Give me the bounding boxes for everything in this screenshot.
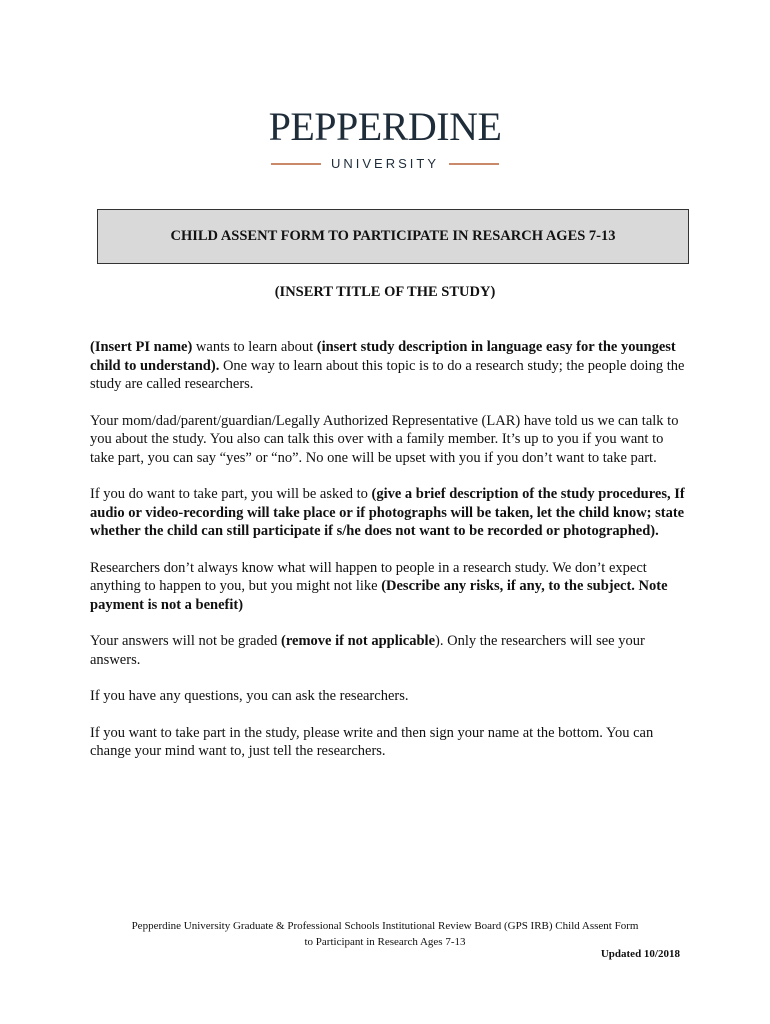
paragraph-grading (90, 632, 686, 669)
logo-left-rule (271, 163, 321, 165)
grading-placeholder: (remove if not applicable (281, 633, 436, 649)
paragraph-procedures (90, 485, 686, 541)
logo-name: PEPPERDINE (268, 104, 502, 149)
procedures-placeholder: (give a brief description of the study procedures, If audio or video-recording will take place or if photographs will be taken, let the child know; state whether the child can still participate if s/he does not want to be recorded or photographed). (90, 486, 685, 539)
logo-right-rule (449, 163, 499, 165)
logo-sub-row (0, 156, 770, 171)
study-description-placeholder: (insert study description in language easy for the youngest child to understand). (90, 339, 676, 374)
form-title-box (97, 209, 689, 264)
paragraph-risks (90, 559, 686, 615)
risks-text: Researchers don’t always know what will happen to people in a research study. We don’t expect anything to happen to you, but you might not like (90, 559, 647, 594)
grading-text-2: ). Only the researchers will see your answers. (90, 633, 645, 668)
paragraph-intro (90, 338, 686, 394)
footer-line-2: to Participant in Research Ages 7-13 (304, 936, 466, 948)
logo-subtitle: UNIVERSITY (330, 156, 439, 171)
updated-date: Updated 10/2018 (600, 948, 680, 960)
pi-placeholder: (Insert PI name) (90, 339, 193, 355)
intro-text-1: wants to learn about (192, 339, 317, 355)
intro-text-2: One way to learn about this topic is to do a research study; the people doing the study are called researchers. (90, 357, 685, 392)
form-body (90, 338, 686, 779)
study-title: (INSERT TITLE OF THE STUDY) (274, 284, 496, 300)
procedures-text: If you do want to take part, you will be asked to (90, 486, 372, 502)
form-title: CHILD ASSENT FORM TO PARTICIPATE IN RESARCH AGES 7-13 (170, 228, 616, 244)
paragraph-sign: If you want to take part in the study, please write and then sign your name at the bottom. You can change your mind want to, just tell the researchers. (90, 724, 654, 759)
grading-text-1: Your answers will not be graded (90, 633, 282, 649)
paragraph-questions: If you have any questions, you can ask the researchers. (90, 688, 409, 704)
risks-placeholder: (Describe any risks, if any, to the subject. Note payment is not a benefit) (90, 578, 668, 613)
university-logo (0, 104, 770, 171)
page-footer (0, 918, 770, 950)
footer-line-1: Pepperdine University Graduate & Professional Schools Institutional Review Board (GPS IRB) Child Assent Form (131, 920, 639, 932)
paragraph-permission: Your mom/dad/parent/guardian/Legally Authorized Representative (LAR) have told us we can talk to you about the study. You also can talk this over with a family member. It’s up to you if you want to take part, you can say “yes” or “no”. No one will be upset with you if you don’t want to take part. (90, 412, 679, 466)
